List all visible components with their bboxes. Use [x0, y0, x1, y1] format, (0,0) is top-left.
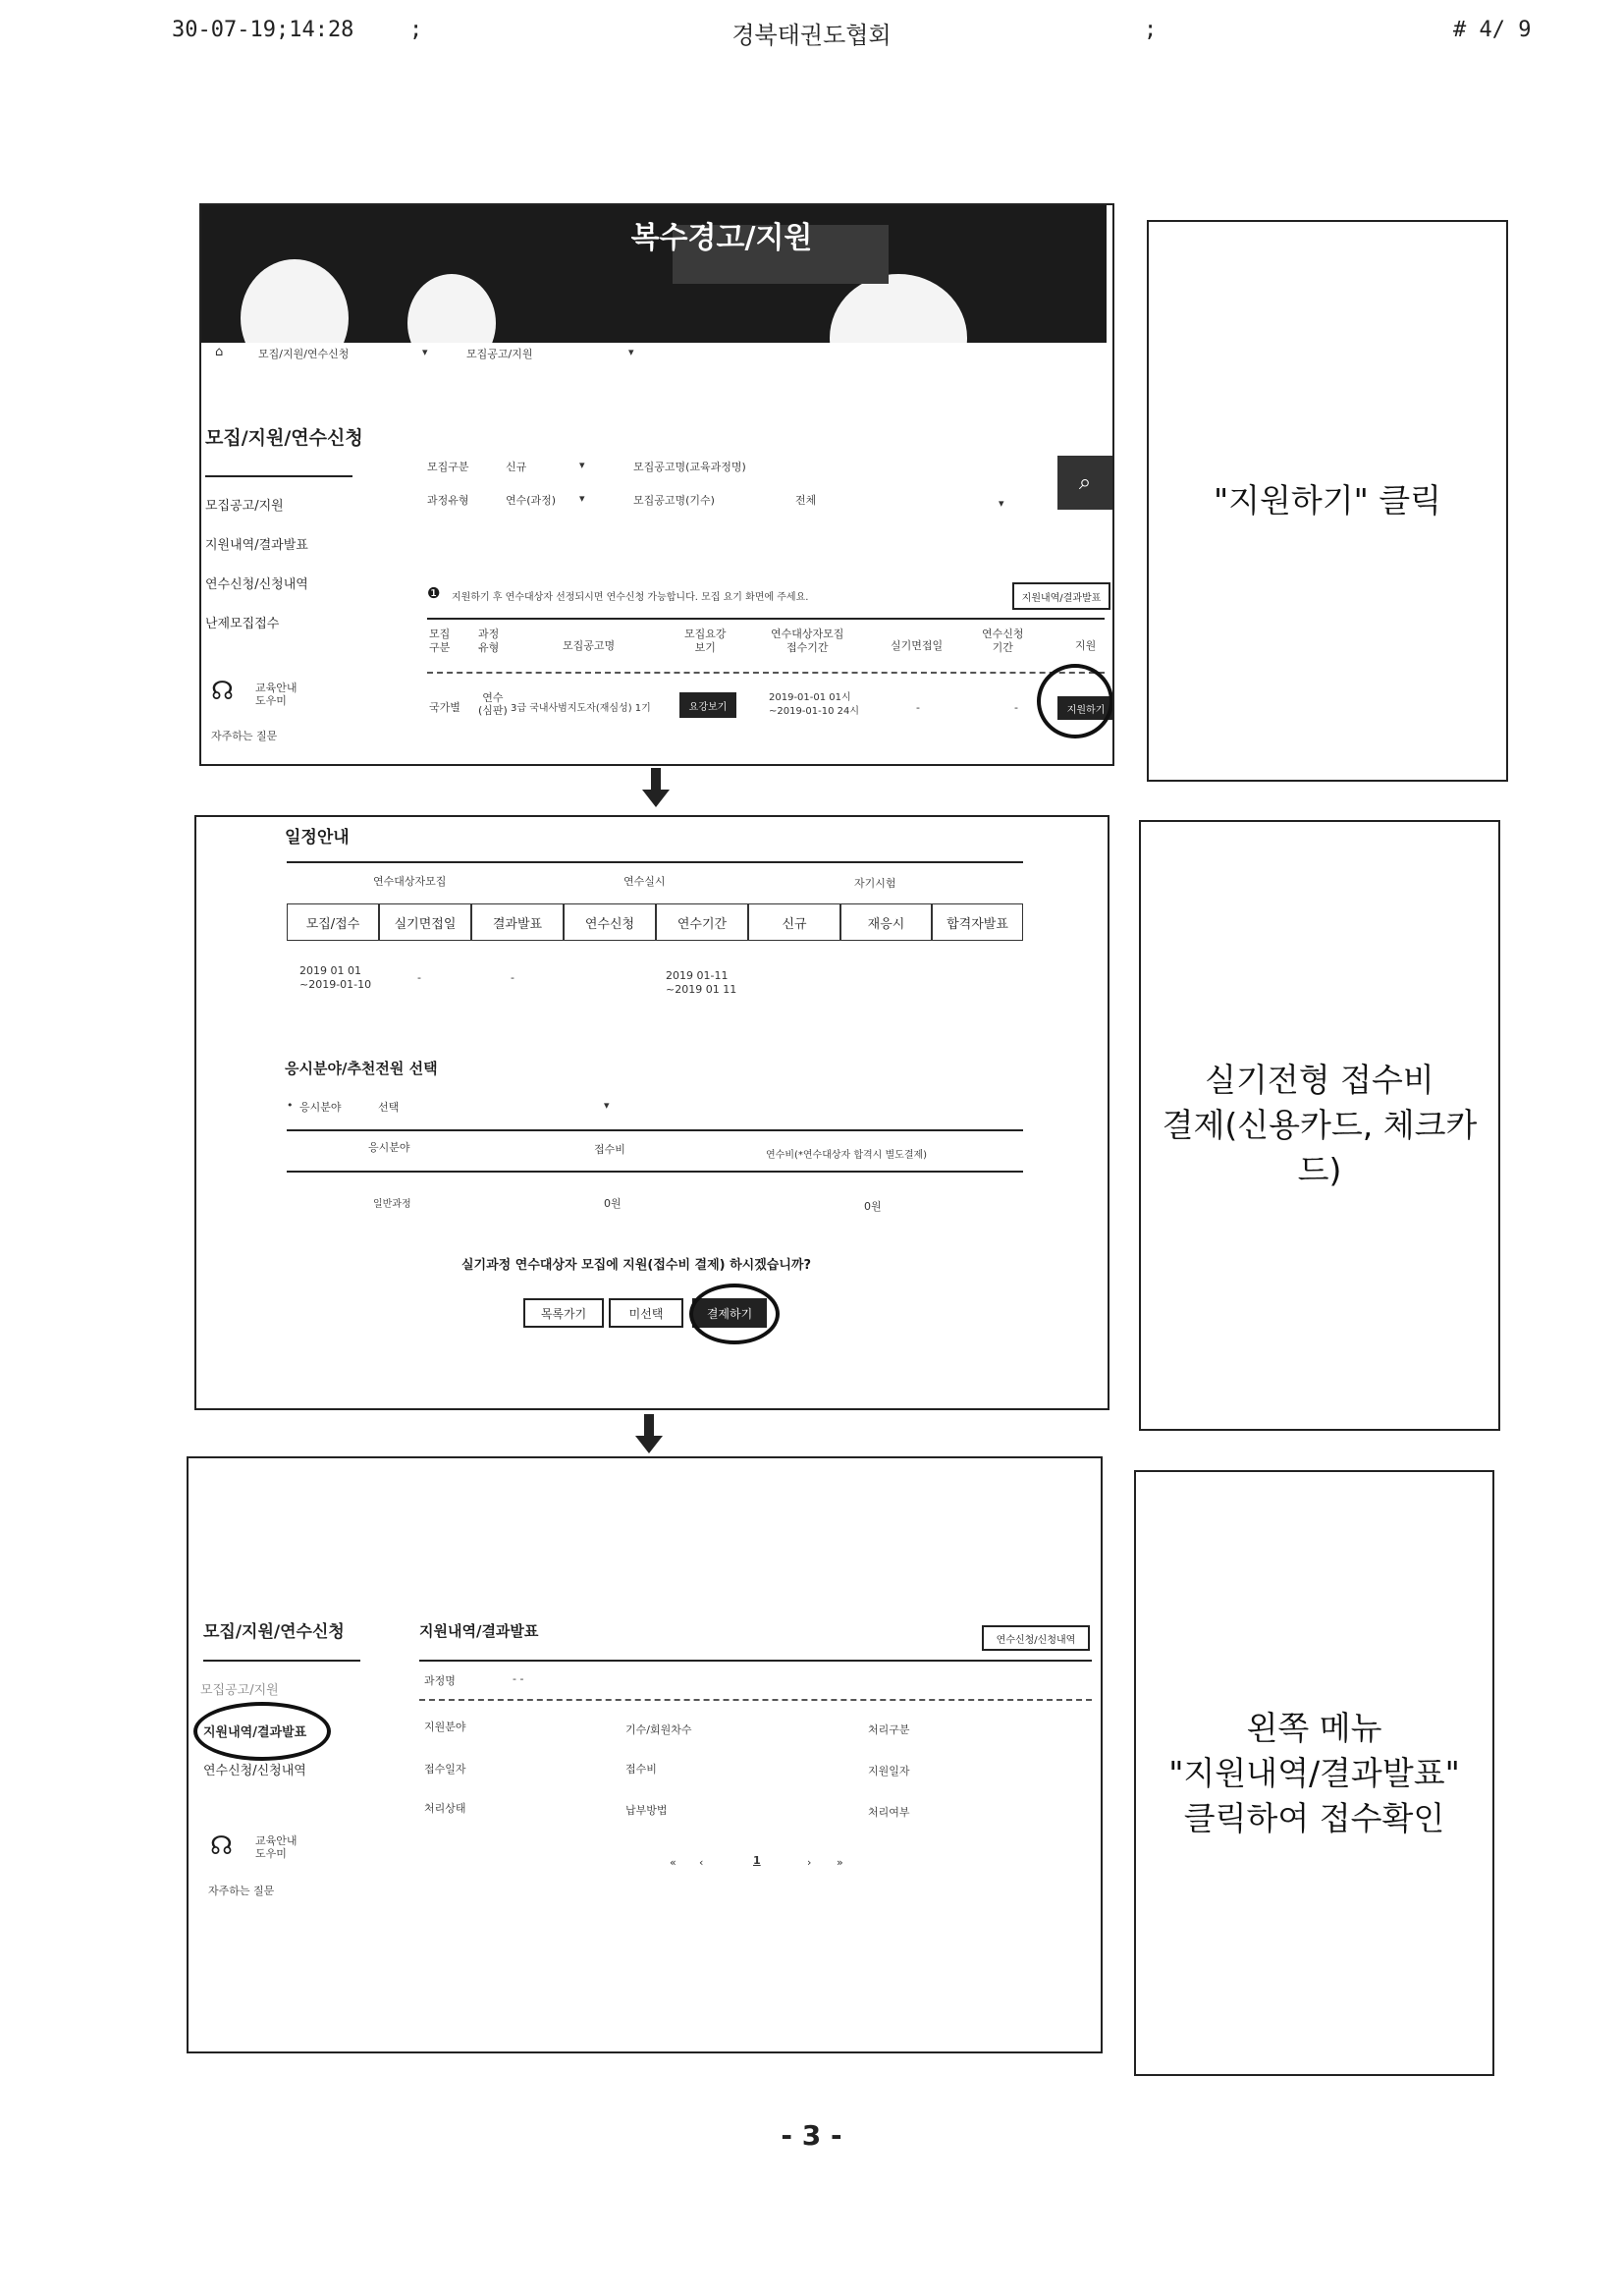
search-icon: ⌕ — [1078, 470, 1092, 495]
row-period: 2019-01-01 01시 ~2019-01-10 24시 — [769, 692, 860, 717]
chevron-down-icon[interactable]: ▾ — [579, 459, 585, 471]
sidebar-item-recruit[interactable]: 모집공고/지원 — [205, 499, 284, 514]
table-top-line — [427, 618, 1105, 620]
help-label[interactable]: 교육안내 도우미 — [255, 682, 298, 707]
field-col-training-fee: 연수비(*연수대상자 합격시 별도결제) — [766, 1150, 928, 1161]
chevron-down-icon[interactable]: ▾ — [579, 492, 585, 505]
field-row-name: 일반과정 — [373, 1199, 411, 1210]
section-title: 모집/지원/연수신청 — [205, 427, 363, 449]
field-header-line — [287, 1171, 1023, 1173]
filter-value-type[interactable]: 신규 — [506, 461, 527, 473]
pager-next[interactable]: › — [807, 1856, 812, 1869]
th-course: 과정 유형 — [478, 628, 500, 654]
content-divider — [419, 1699, 1092, 1701]
th-new: 신규 — [748, 903, 840, 941]
field-top-line — [287, 1129, 1023, 1131]
row-name[interactable]: 3급 국내사범지도자(재심성) 1기 — [511, 703, 651, 714]
chevron-down-icon[interactable]: ▾ — [628, 346, 634, 358]
title-underline — [203, 1660, 360, 1662]
field-label: 응시분야 — [299, 1101, 342, 1114]
info-label: 처리구분 — [868, 1723, 910, 1736]
th-type: 모집 구분 — [429, 628, 451, 654]
field-row-training-fee: 0원 — [864, 1200, 882, 1213]
step2-screenshot — [194, 815, 1109, 1410]
headset-icon: ☊ — [211, 677, 235, 706]
banner-title: 복수경고/지원 — [630, 221, 813, 255]
th-period: 연수대상자모집 접수기간 — [771, 628, 844, 654]
sidebar-item-training[interactable]: 연수신청/신청내역 — [203, 1764, 306, 1778]
breadcrumb-2[interactable]: 모집공고/지원 — [466, 348, 533, 360]
filter-value-batch[interactable]: 전체 — [795, 494, 817, 507]
row-type: 국가별 — [429, 701, 460, 714]
th-recruit: 모집/접수 — [287, 903, 379, 941]
down-arrow-icon — [635, 1436, 663, 1453]
sidebar-item-other[interactable]: 난제모집접수 — [205, 617, 280, 631]
info-label: 처리여부 — [868, 1806, 910, 1819]
chevron-down-icon[interactable]: ▾ — [999, 497, 1004, 510]
filter-label-batch: 모집공고명(기수) — [633, 494, 715, 507]
row-exam: - — [916, 701, 920, 714]
field-col-fee: 접수비 — [594, 1143, 625, 1156]
info-label: 지원분야 — [424, 1721, 466, 1733]
down-arrow-icon — [642, 790, 670, 807]
group-exam: 자기시험 — [854, 877, 896, 890]
highlight-circle — [689, 1284, 780, 1344]
banner-figure — [830, 274, 967, 343]
pager-last[interactable]: » — [837, 1856, 843, 1869]
filter-label-course: 과정유형 — [427, 494, 469, 507]
th-apply: 지원 — [1075, 639, 1097, 652]
training-history-button[interactable]: 연수신청/신청내역 — [982, 1625, 1090, 1651]
content-title: 지원내역/결과발표 — [419, 1622, 539, 1640]
pager-first[interactable]: « — [670, 1856, 676, 1869]
th-pass: 합격자발표 — [932, 903, 1023, 941]
headset-icon: ☊ — [210, 1831, 234, 1861]
banner-figure — [407, 274, 496, 343]
filter-label-name: 모집공고명(교육과정명) — [633, 461, 746, 473]
sidebar-item-training[interactable]: 연수신청/신청내역 — [205, 577, 308, 592]
info-icon: ❶ — [427, 584, 441, 602]
info-label: 접수비 — [625, 1763, 657, 1776]
row-course: 연수 (심판) — [478, 691, 508, 717]
pay-button[interactable]: 결제하기 — [692, 1298, 767, 1328]
th-exam-day: 실기면접일 — [379, 903, 471, 941]
th-apply-period: 연수신청 기간 — [982, 628, 1024, 654]
th-guide: 모집요강 보기 — [684, 628, 727, 654]
faq-link[interactable]: 자주하는 질문 — [208, 1885, 275, 1897]
schedule-training-dates: 2019 01-11 ~2019 01 11 — [666, 969, 737, 996]
field-row-fee: 0원 — [604, 1197, 622, 1210]
info-label: 접수일자 — [424, 1763, 466, 1776]
sidebar-item-results[interactable]: 지원내역/결과발표 — [203, 1725, 307, 1740]
th-exam: 실기면접일 — [891, 639, 944, 652]
info-label: 지원일자 — [868, 1765, 910, 1777]
field-title: 응시분야/추천전원 선택 — [285, 1060, 438, 1077]
table-divider — [427, 672, 1105, 674]
info-label: 기수/회원차수 — [625, 1723, 692, 1736]
field-select[interactable]: 선택 — [378, 1101, 400, 1114]
fax-separator-2: ; — [1144, 18, 1158, 42]
schedule-results-date: - — [511, 971, 514, 984]
title-underline — [205, 475, 352, 477]
home-icon[interactable]: ⌂ — [215, 345, 224, 359]
banner-figure — [241, 259, 349, 343]
chevron-down-icon[interactable]: ▾ — [422, 346, 428, 358]
confirm-question: 실기과정 연수대상자 모집에 지원(접수비 결제) 하시겠습니까? — [461, 1258, 812, 1273]
schedule-exam-date: - — [417, 971, 421, 984]
schedule-top-line — [287, 861, 1023, 863]
step1-screenshot — [199, 203, 1114, 766]
pager-page[interactable]: 1 — [753, 1854, 761, 1867]
help-label[interactable]: 교육안내 도우미 — [255, 1834, 298, 1860]
apply-button[interactable]: 지원하기 — [1057, 696, 1114, 720]
step2-note: 실기전형 접수비 결제(신용카드, 체크카드) — [1139, 820, 1500, 1431]
schedule-recruit-dates: 2019 01 01 ~2019-01-10 — [299, 964, 372, 991]
sidebar-item-recruit[interactable]: 모집공고/지원 — [200, 1683, 279, 1698]
th-training-period: 연수기간 — [656, 903, 748, 941]
step3-screenshot — [187, 1456, 1103, 2053]
filter-label-type: 모집구분 — [427, 461, 469, 473]
step3-note: 왼쪽 메뉴 "지원내역/결과발표" 클릭하여 접수확인 — [1134, 1470, 1494, 2076]
search-button[interactable] — [1057, 456, 1112, 510]
highlight-circle — [193, 1702, 331, 1761]
course-value: - - — [513, 1672, 524, 1685]
sidebar-item-results[interactable]: 지원내역/결과발표 — [205, 538, 308, 553]
page-number: - 3 - — [781, 2119, 842, 2152]
th-retake: 재응시 — [840, 903, 932, 941]
content-top-line — [419, 1660, 1092, 1662]
step1-note: "지원하기" 클릭 — [1147, 220, 1508, 782]
notice-text: 지원하기 후 연수대상자 선정되시면 연수신청 가능합니다. 모집 요기 화면에 주세요. — [452, 592, 809, 603]
fax-datetime: 30-07-19;14:28 — [172, 18, 354, 42]
th-training-apply: 연수신청 — [564, 903, 656, 941]
unselect-button[interactable]: 미선택 — [609, 1298, 683, 1328]
course-label: 과정명 — [424, 1674, 456, 1687]
banner-image — [201, 205, 1107, 343]
fax-sender: 경북태권도협회 — [731, 22, 892, 49]
results-button[interactable]: 지원내역/결과발표 — [1012, 582, 1110, 610]
row-apply-period: - — [1014, 701, 1018, 714]
breadcrumb-1[interactable]: 모집/지원/연수신청 — [258, 348, 350, 360]
view-guide-button[interactable]: 요강보기 — [679, 692, 736, 718]
group-recruit: 연수대상자모집 — [373, 875, 447, 888]
back-to-list-button[interactable]: 목록가기 — [523, 1298, 604, 1328]
fax-separator: ; — [409, 18, 423, 42]
group-training: 연수실시 — [623, 875, 666, 888]
highlight-circle — [1037, 664, 1113, 738]
field-col-field: 응시분야 — [368, 1141, 410, 1154]
faq-link[interactable]: 자주하는 질문 — [211, 730, 278, 742]
schedule-title: 일정안내 — [285, 828, 350, 847]
chevron-down-icon[interactable]: ▾ — [604, 1099, 610, 1112]
pager-prev[interactable]: ‹ — [699, 1856, 704, 1869]
info-label: 납부방법 — [625, 1804, 668, 1817]
section-title-3: 모집/지원/연수신청 — [203, 1622, 345, 1642]
bullet-icon: • — [287, 1099, 294, 1112]
schedule-header-row — [287, 903, 1023, 941]
fax-page: # 4/ 9 — [1453, 18, 1532, 42]
info-label: 처리상태 — [424, 1802, 466, 1815]
filter-value-course[interactable]: 연수(과정) — [506, 494, 557, 507]
th-results: 결과발표 — [471, 903, 564, 941]
th-name: 모집공고명 — [563, 639, 616, 652]
